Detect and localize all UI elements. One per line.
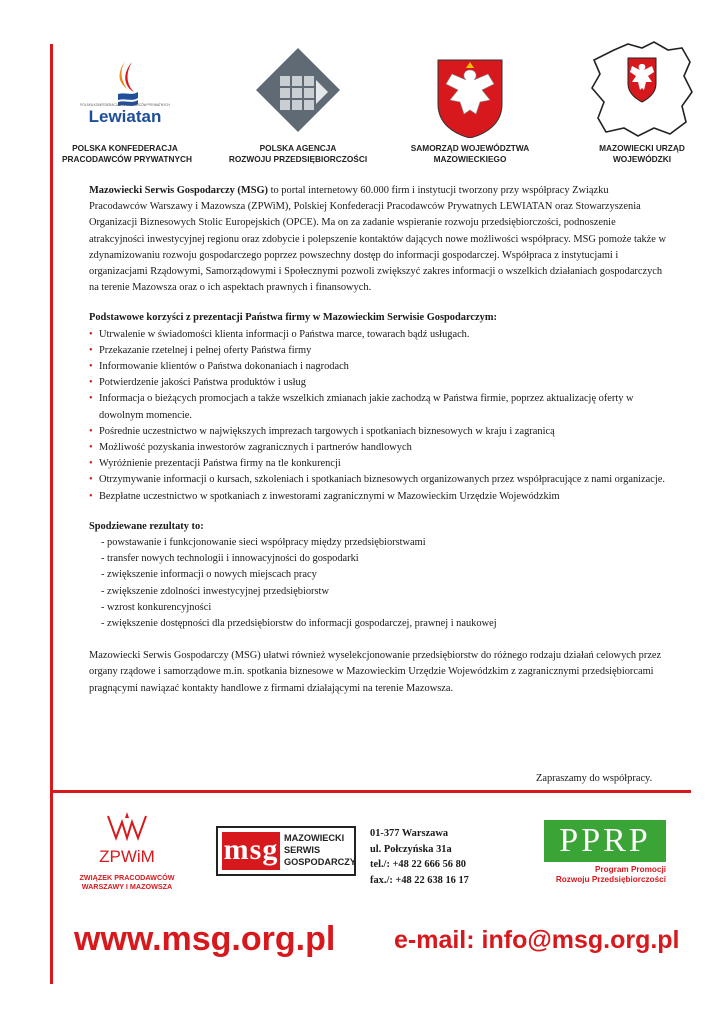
list-item: - zwiększenie zdolności inwestycyjnej przedsiębiorstw	[101, 585, 329, 597]
bullet-icon: •	[89, 474, 93, 486]
msg-name: MAZOWIECKI SERWIS GOSPODARCZY	[284, 833, 356, 867]
lewiatan-logo-block	[62, 40, 192, 165]
list-item: • Utrwalenie w świadomości klienta informacji o Państwa marce, towarach bądź usługach.	[89, 327, 669, 343]
svg-text:ZPWiM: ZPWiM	[99, 847, 155, 866]
list-item: • Pośrednie uczestnictwo w największych imprezach targowych i spotkaniach biznesowych w kraju i zagranicą	[89, 424, 669, 440]
list-item: • Wyróżnienie prezentacji Państwa firmy na tle konkurencji	[89, 456, 669, 472]
zpwim-caption: ZWIĄZEK PRACODAWCÓW WARSZAWY I MAZOWSZA	[79, 873, 175, 891]
list-item: • Możliwość pozyskania inwestorów zagranicznych i partnerów handlowych	[89, 440, 669, 456]
results-list	[89, 535, 669, 632]
list-item: • Otrzymywanie informacji o kursach, szkoleniach i spotkaniach biznesowych organizowanych przez współpracujące z nami organizacje.	[89, 472, 669, 488]
benefits-list	[89, 327, 669, 505]
msg-letters: msg	[222, 832, 280, 870]
contact-address: 01-377 Warszawa ul. Połczyńska 31a tel./: +48 22 666 56 80 fax./: +48 22 638 16 17	[370, 828, 469, 886]
list-item: • Bezpłatne uczestnictwo w spotkaniach z inwestorami zagranicznymi w Mazowieckim Urzędzie Wojewódzkim	[89, 489, 669, 505]
lewiatan-caption: POLSKA KONFEDERACJA PRACODAWCÓW PRYWATNYCH	[62, 143, 192, 164]
list-item: • Przekazanie rzetelnej i pełnej oferty Państwa firmy	[89, 343, 669, 359]
list-item: - zwiększenie informacji o nowych miejscach pracy	[101, 569, 317, 581]
list-item: - powstawanie i funkcjonowanie sieci współpracy między przedsiębiorstwami	[101, 537, 426, 549]
list-item: - transfer nowych technologii i innowacyjności do gospodarki	[101, 553, 359, 565]
intro-paragraph	[89, 183, 669, 296]
bullet-icon: •	[89, 361, 93, 373]
benefits-title: Podstawowe korzyści z prezentacji Państwa firmy w Mazowieckim Serwisie Gospodarczym:	[89, 312, 497, 324]
website-link[interactable]: www.msg.org.pl	[74, 920, 336, 958]
separator-red-rule	[50, 790, 691, 793]
email-link[interactable]: e-mail: info@msg.org.pl	[394, 926, 680, 954]
list-item: • Potwierdzenie jakości Państwa produktów i usług	[89, 375, 669, 391]
pprp-caption: Program Promocji Rozwoju Przedsiębiorczości	[555, 865, 666, 884]
bullet-icon: •	[89, 393, 93, 405]
closing-invitation: Zapraszamy do współpracy.	[536, 773, 653, 784]
mazowsze-coat-of-arms-icon	[400, 40, 540, 138]
parp-caption: POLSKA AGENCJA ROZWOJU PRZEDSIĘBIORCZOŚCI	[228, 143, 368, 164]
msg-logo	[216, 826, 356, 876]
results-title: Spodziewane rezultaty to:	[89, 520, 204, 532]
main-content	[89, 183, 669, 697]
bullet-icon: •	[89, 490, 93, 502]
samorzad-logo-block	[400, 40, 540, 165]
bullet-icon: •	[89, 344, 93, 356]
lewiatan-logo	[62, 40, 188, 138]
svg-text:POLSKA KONFEDERACJA PRACODAWCÓ: POLSKA KONFEDERACJA PRACODAWCÓW PRYWATNYCH	[80, 103, 170, 107]
zpwim-emblem-icon	[64, 808, 190, 868]
parp-logo-block	[228, 40, 368, 165]
svg-text:Lewiatan: Lewiatan	[88, 107, 162, 126]
bullet-icon: •	[89, 442, 93, 454]
bullet-icon: •	[89, 328, 93, 340]
list-item: - zwiększenie dostępności dla przedsiębiorstw do informacji gospodarczej, prawnej i naukowej	[101, 618, 497, 630]
bullet-icon: •	[89, 377, 93, 389]
left-red-rule	[50, 44, 53, 984]
mazowsze-map-emblem-icon	[584, 40, 700, 138]
pprp-letters: PPRP	[544, 820, 666, 862]
intro-text: to portal internetowy 60.000 firm i instytucji tworzony przy współpracy Związku Pracodawców Warszawy i Mazowsza (ZPWiM), Polskiej Konfederacji Pracodawców Prywatnych LEWIATAN oraz Stowarzyszenia Organizacji Biznesowych Stolic Europejskich (OPCE). Ma on za zadanie wspieranie rozwoju przedsiębiorczości, podnoszenie atrakcyjności inwestycyjnej regionu oraz zdobycie i polepszenie kontaktów dających nowe możliwości współpracy. MSG pomoże także w zdynamizowaniu rozwoju gospodarczego poprzez powszechny dostęp do informacji gospodarczej. Współpraca z instytucjami i organizacjami Rządowymi, Samorządowymi i Społecznymi pozwoli zwiększyć zakres informacji o wszelkich działaniach gospodarczych na terenie Mazowsza oraz o ich aspektach prawnych i finansowych.	[89, 185, 666, 294]
list-item: • Informacja o bieżących promocjach a także wszelkich zmianach jakie zachodzą w Państwa firmie, poprzez aktualizację oferty w dowolnym momencie.	[89, 393, 634, 421]
intro-bold-lead: Mazowiecki Serwis Gospodarczy (MSG)	[89, 185, 269, 196]
list-item: - wzrost konkurencyjności	[101, 601, 212, 613]
bullet-icon: •	[89, 458, 93, 470]
parp-logo	[228, 40, 368, 138]
list-item: • Informowanie klientów o Państwa dokonaniach i nagrodach	[89, 359, 669, 375]
outro-paragraph: Mazowiecki Serwis Gospodarczy (MSG) ułatwi również wyselekcjonowanie przedsiębiorstw do różnego rodzaju działań celowych przez organy rządowe i samorządowe m.in. spotkania biznesowe w Mazowieckim Urzędzie Wojewódzkim z zagranicznymi przedsiębiorcami pragnącymi nawiązać kontakty handlowe z firmami działającymi na terenie Mazowsza.	[89, 650, 662, 694]
urzad-caption: MAZOWIECKI URZĄD WOJEWÓDZKI	[599, 143, 685, 164]
bullet-icon: •	[89, 425, 93, 437]
samorzad-caption: SAMORZĄD WOJEWÓDZTWA MAZOWIECKIEGO	[410, 143, 530, 164]
pprp-logo	[544, 820, 670, 884]
zpwim-logo	[64, 808, 190, 891]
urzad-logo-block	[584, 40, 700, 165]
